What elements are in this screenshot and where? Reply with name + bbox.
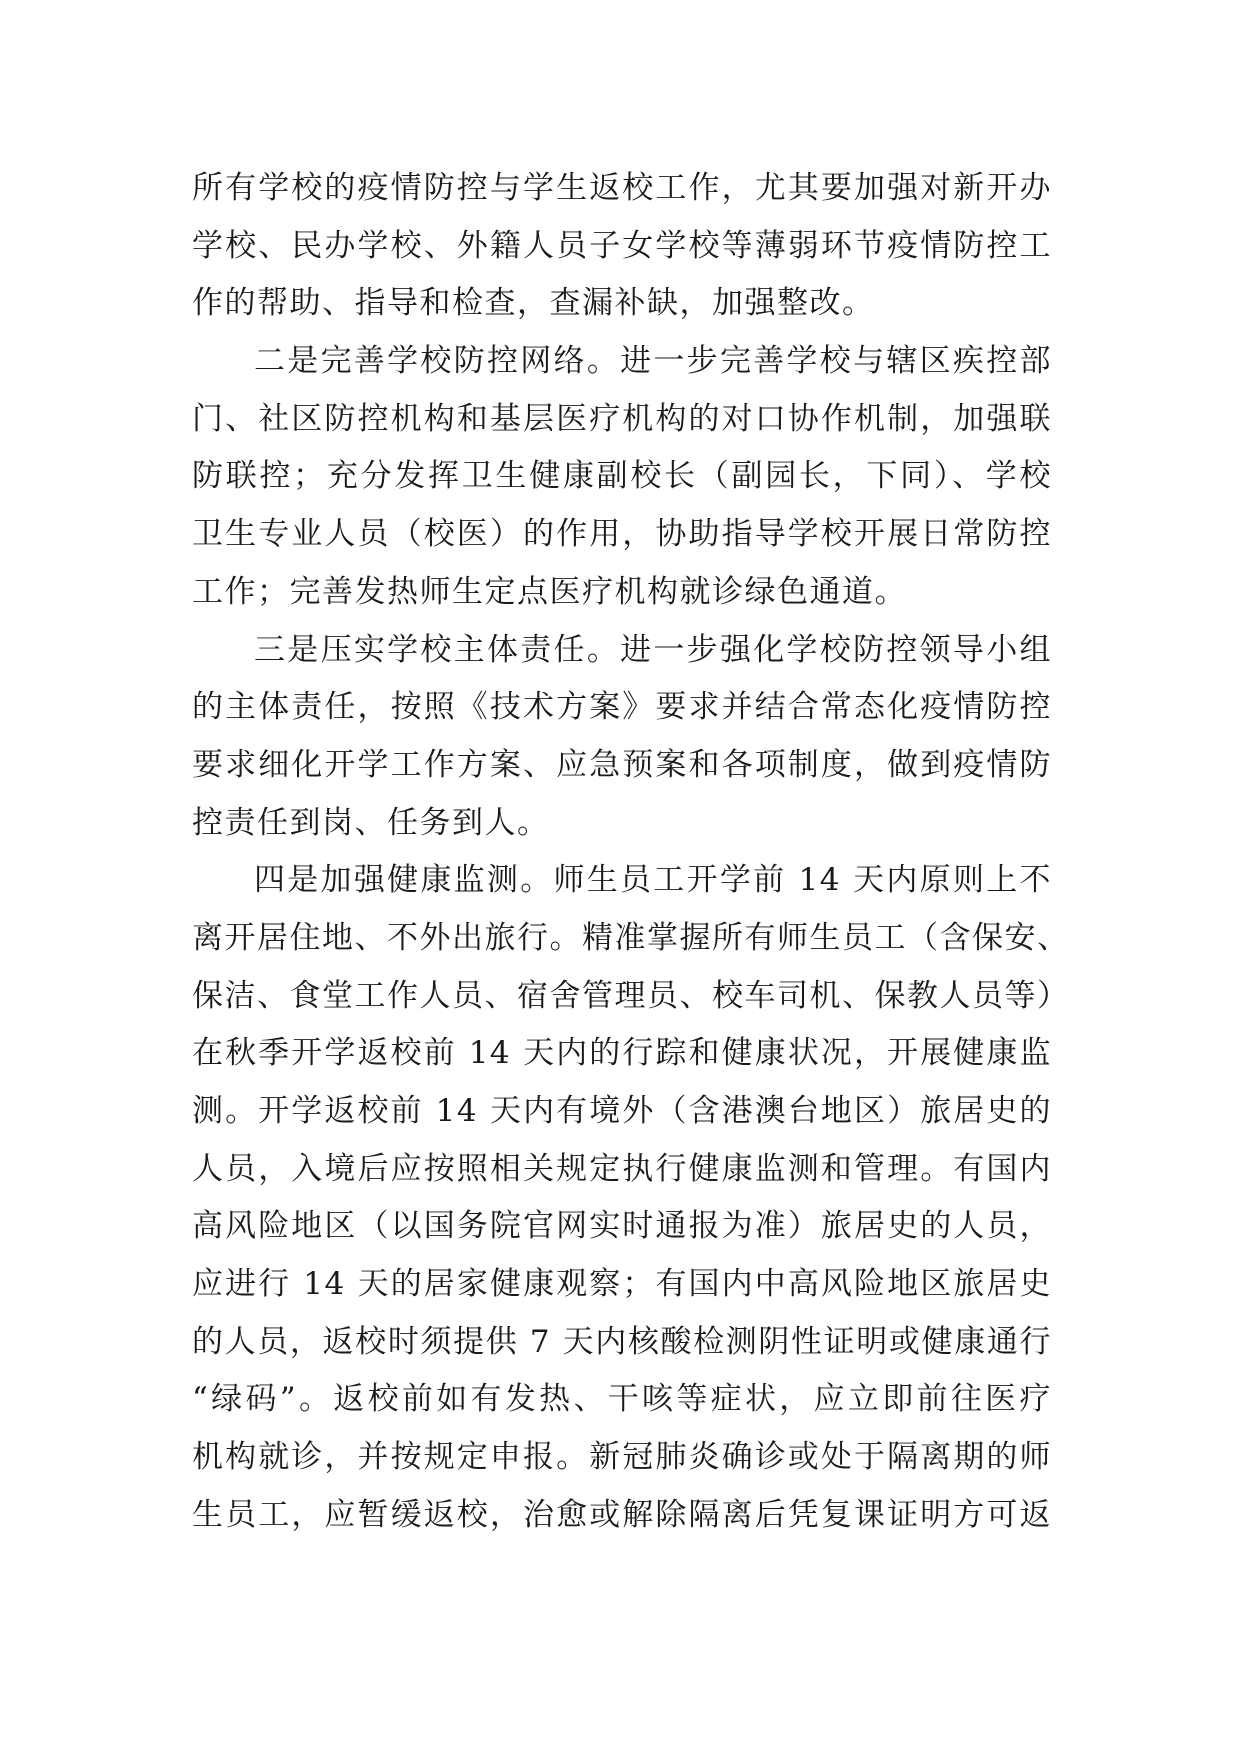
text-line: 门、社区防控机构和基层医疗机构的对口协作机制，加强联 (192, 400, 1052, 437)
text-line: 离开居住地、不外出旅行。精准掌握所有师生员工（含保安、 (192, 919, 1070, 956)
text-line: 高风险地区（以国务院官网实时通报为准）旅居史的人员， (192, 1208, 1052, 1245)
text-line: 控责任到岗、任务到人。 (192, 804, 550, 841)
text-line: 卫生专业人员（校医）的作用，协助指导学校开展日常防控 (192, 516, 1052, 553)
text-line: 防联控；充分发挥卫生健康副校长（副园长，下同）、学校 (192, 458, 1052, 495)
text-line: 保洁、食堂工作人员、宿舍管理员、校车司机、保教人员等） (192, 977, 1070, 1014)
text-line: 三是压实学校主体责任。进一步强化学校防控领导小组 (254, 631, 1052, 668)
text-line: 四是加强健康监测。师生员工开学前 14 天内原则上不 (254, 862, 1052, 899)
text-line: 的人员，返校时须提供 7 天内核酸检测阴性证明或健康通行 (192, 1323, 1052, 1360)
text-line: 人员，入境后应按照相关规定执行健康监测和管理。有国内 (192, 1150, 1052, 1187)
text-line: 生员工，应暂缓返校，治愈或解除隔离后凭复课证明方可返 (192, 1496, 1052, 1533)
document-body (192, 160, 1070, 1545)
text-line: 作的帮助、指导和检查，查漏补缺，加强整改。 (192, 285, 875, 322)
text-line: 的主体责任，按照《技术方案》要求并结合常态化疫情防控 (192, 689, 1052, 726)
text-line: 所有学校的疫情防控与学生返校工作，尤其要加强对新开办 (192, 170, 1052, 206)
text-line: 工作；完善发热师生定点医疗机构就诊绿色通道。 (192, 573, 907, 610)
text-line: 机构就诊，并按规定申报。新冠肺炎确诊或处于隔离期的师 (192, 1439, 1052, 1476)
text-line: “绿码”。返校前如有发热、干咳等症状，应立即前往医疗 (192, 1381, 1052, 1418)
text-line: 测。开学返校前 14 天内有境外（含港澳台地区）旅居史的 (192, 1093, 1052, 1129)
text-line: 在秋季开学返校前 14 天内的行踪和健康状况，开展健康监 (192, 1035, 1052, 1072)
text-line: 二是完善学校防控网络。进一步完善学校与辖区疾控部 (254, 343, 1052, 380)
text-line: 学校、民办学校、外籍人员子女学校等薄弱环节疫情防控工 (192, 227, 1052, 264)
text-line: 应进行 14 天的居家健康观察；有国内中高风险地区旅居史 (192, 1266, 1052, 1303)
text-line: 要求细化开学工作方案、应急预案和各项制度，做到疫情防 (192, 746, 1052, 783)
